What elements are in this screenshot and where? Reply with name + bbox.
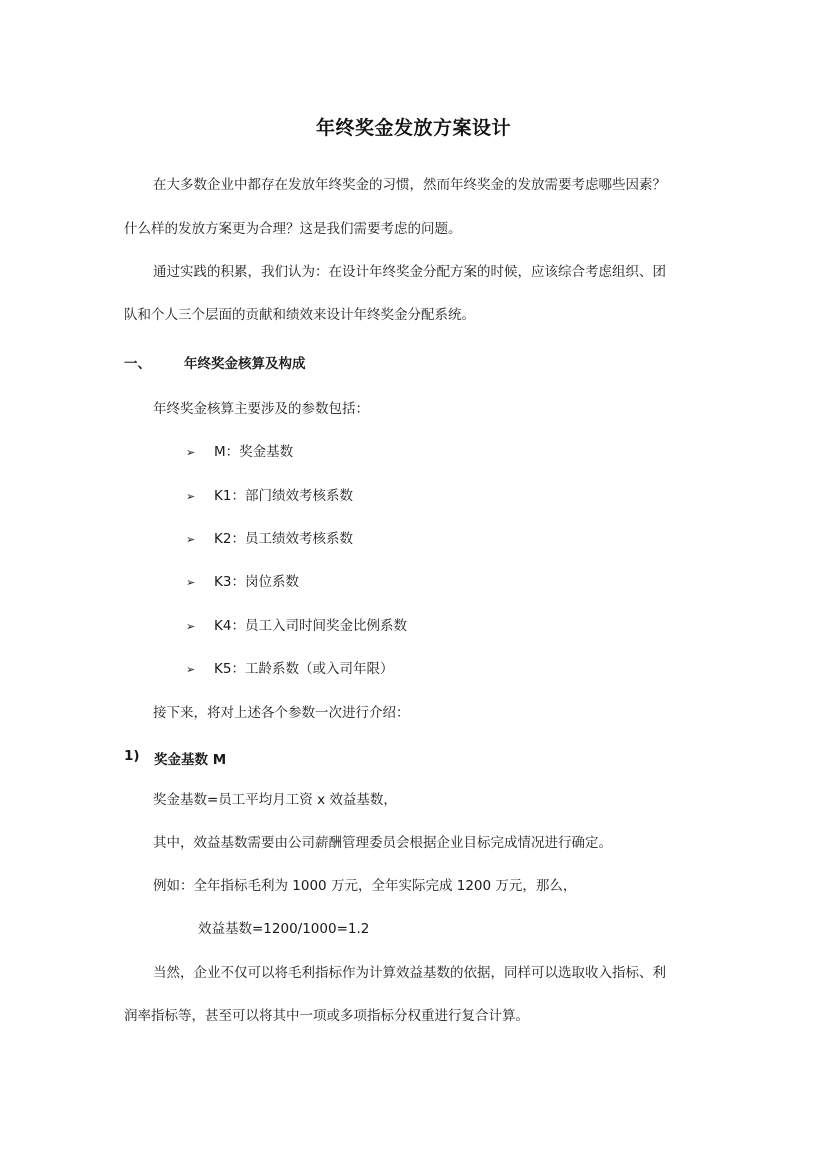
section-1-title: 年终奖金核算及构成 (184, 356, 306, 372)
next-intro: 接下来，将对上述各个参数一次进行介绍： (153, 705, 410, 721)
param-list-item (186, 443, 293, 462)
document-title: 年终奖金发放方案设计 (315, 117, 511, 139)
arrow-bullet-icon: ➢ (186, 533, 196, 546)
param-label: K1：部门绩效考核系数 (214, 488, 353, 504)
intro-paragraph-2-line-2: 队和个人三个层面的贡献和绩效来设计年终奖金分配系统。 (124, 307, 475, 323)
section-1-number: 一、 (124, 356, 151, 372)
param-list-item (186, 573, 299, 592)
param-list-item (186, 660, 393, 679)
arrow-bullet-icon: ➢ (186, 446, 196, 459)
intro-paragraph-2-line-1: 通过实践的积累，我们认为：在设计年终奖金分配方案的时候，应该综合考虑组织、团 (153, 264, 666, 280)
intro-paragraph-1-line-1: 在大多数企业中都存在发放年终奖金的习惯，然而年终奖金的发放需要考虑哪些因素？ (153, 177, 666, 193)
intro-paragraph-1-line-2: 什么样的发放方案更为合理？这是我们需要考虑的问题。 (124, 221, 462, 237)
arrow-bullet-icon: ➢ (186, 620, 196, 633)
arrow-bullet-icon: ➢ (186, 490, 196, 503)
param-label: K4：员工入司时间奖金比例系数 (214, 618, 407, 634)
param-list-item (186, 617, 407, 636)
arrow-bullet-icon: ➢ (186, 663, 196, 676)
arrow-bullet-icon: ➢ (186, 576, 196, 589)
subsection-1-title: 奖金基数 M (154, 752, 227, 768)
param-list-item (186, 487, 353, 506)
formula-line: 奖金基数=员工平均月工资 x 效益基数， (153, 792, 397, 808)
param-label: M：奖金基数 (214, 444, 294, 460)
params-intro: 年终奖金核算主要涉及的参数包括： (153, 401, 369, 417)
example-formula: 效益基数=1200/1000=1.2 (198, 921, 370, 937)
explain-line: 其中，效益基数需要由公司薪酬管理委员会根据企业目标完成情况进行确定。 (153, 835, 612, 851)
param-label: K2：员工绩效考核系数 (214, 531, 353, 547)
closing-line-1: 当然，企业不仅可以将毛利指标作为计算效益基数的依据，同样可以选取收入指标、利 (153, 965, 666, 981)
subsection-1-number: 1) (124, 748, 140, 764)
closing-line-2: 润率指标等，甚至可以将其中一项或多项指标分权重进行复合计算。 (124, 1008, 529, 1024)
param-list-item (186, 530, 353, 549)
param-label: K3：岗位系数 (214, 574, 299, 590)
example-line: 例如：全年指标毛利为 1000 万元，全年实际完成 1200 万元，那么， (153, 878, 577, 894)
param-label: K5：工龄系数（或入司年限） (214, 661, 394, 677)
